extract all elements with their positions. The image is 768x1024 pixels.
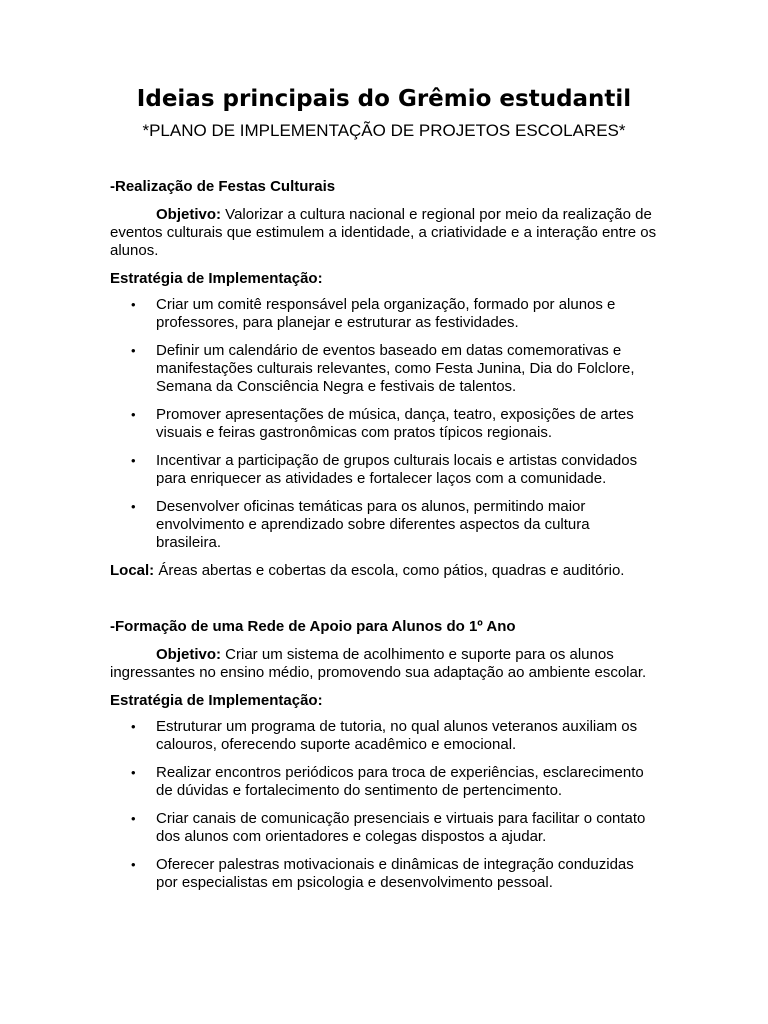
list-item — [110, 296, 658, 332]
bullet-icon: • — [131, 857, 136, 872]
section-heading: -Realização de Festas Culturais — [110, 178, 336, 195]
section-rede-de-apoio — [110, 618, 658, 892]
list-item-text: Criar canais de comunicação presenciais e virtuais para facilitar o contato dos alunos com orientadores e colegas dispostos a ajudar. — [156, 810, 646, 845]
local-text: Áreas abertas e cobertas da escola, como pátios, quadras e auditório. — [154, 562, 625, 579]
strategy-heading: Estratégia de Implementação: — [110, 270, 323, 287]
bullet-icon: • — [131, 499, 136, 514]
list-item-text: Promover apresentações de música, dança, teatro, exposições de artes visuais e feiras gastronômicas com pratos típicos regionais. — [156, 406, 634, 441]
bullet-icon: • — [131, 343, 136, 358]
local-paragraph — [110, 562, 658, 580]
objective-label: Objetivo: — [156, 646, 222, 663]
list-item — [110, 342, 658, 396]
section-festas-culturais — [110, 178, 658, 580]
objective-paragraph — [110, 646, 658, 682]
list-item — [110, 498, 658, 552]
objective-text: Valorizar a cultura nacional e regional por meio da realização de eventos culturais que estimulem a identidade, a criatividade e a interação entre os alunos. — [110, 206, 657, 259]
list-item — [110, 856, 658, 892]
list-item — [110, 810, 658, 846]
strategy-list — [110, 718, 658, 892]
list-item-text: Realizar encontros periódicos para troca de experiências, esclarecimento de dúvidas e fortalecimento do sentimento de pertencimento. — [156, 764, 644, 799]
bullet-icon: • — [131, 765, 136, 780]
list-item — [110, 764, 658, 800]
strategy-list — [110, 296, 658, 552]
list-item-text: Desenvolver oficinas temáticas para os alunos, permitindo maior envolvimento e aprendizado sobre diferentes aspectos da cultura brasileira. — [156, 498, 590, 551]
section-heading: -Formação de uma Rede de Apoio para Alunos do 1º Ano — [110, 618, 516, 635]
bullet-icon: • — [131, 719, 136, 734]
bullet-icon: • — [131, 811, 136, 826]
bullet-icon: • — [131, 407, 136, 422]
bullet-icon: • — [131, 453, 136, 468]
objective-label: Objetivo: — [156, 206, 222, 223]
list-item-text: Oferecer palestras motivacionais e dinâmicas de integração conduzidas por especialistas em psicologia e desenvolvimento pessoal. — [156, 856, 634, 891]
objective-text: Criar um sistema de acolhimento e suporte para os alunos ingressantes no ensino médio, promovendo sua adaptação ao ambiente escolar. — [110, 646, 647, 681]
bullet-icon: • — [131, 297, 136, 312]
document-title: Ideias principais do Grêmio estudantil — [136, 86, 632, 112]
objective-paragraph — [110, 206, 658, 260]
list-item — [110, 452, 658, 488]
local-label: Local: — [110, 562, 155, 579]
document-subtitle: *PLANO DE IMPLEMENTAÇÃO DE PROJETOS ESCOLARES* — [142, 121, 626, 140]
list-item-text: Criar um comitê responsável pela organização, formado por alunos e professores, para planejar e estruturar as festividades. — [156, 296, 616, 331]
strategy-heading: Estratégia de Implementação: — [110, 692, 323, 709]
list-item-text: Definir um calendário de eventos baseado em datas comemorativas e manifestações culturais relevantes, como Festa Junina, Dia do Folclore, Semana da Consciência Negra e festivais de talentos. — [156, 342, 635, 395]
list-item-text: Estruturar um programa de tutoria, no qual alunos veteranos auxiliam os calouros, oferecendo suporte acadêmico e emocional. — [156, 718, 638, 753]
list-item — [110, 718, 658, 754]
list-item — [110, 406, 658, 442]
list-item-text: Incentivar a participação de grupos culturais locais e artistas convidados para enriquecer as atividades e fortalecer laços com a comunidade. — [156, 452, 638, 487]
